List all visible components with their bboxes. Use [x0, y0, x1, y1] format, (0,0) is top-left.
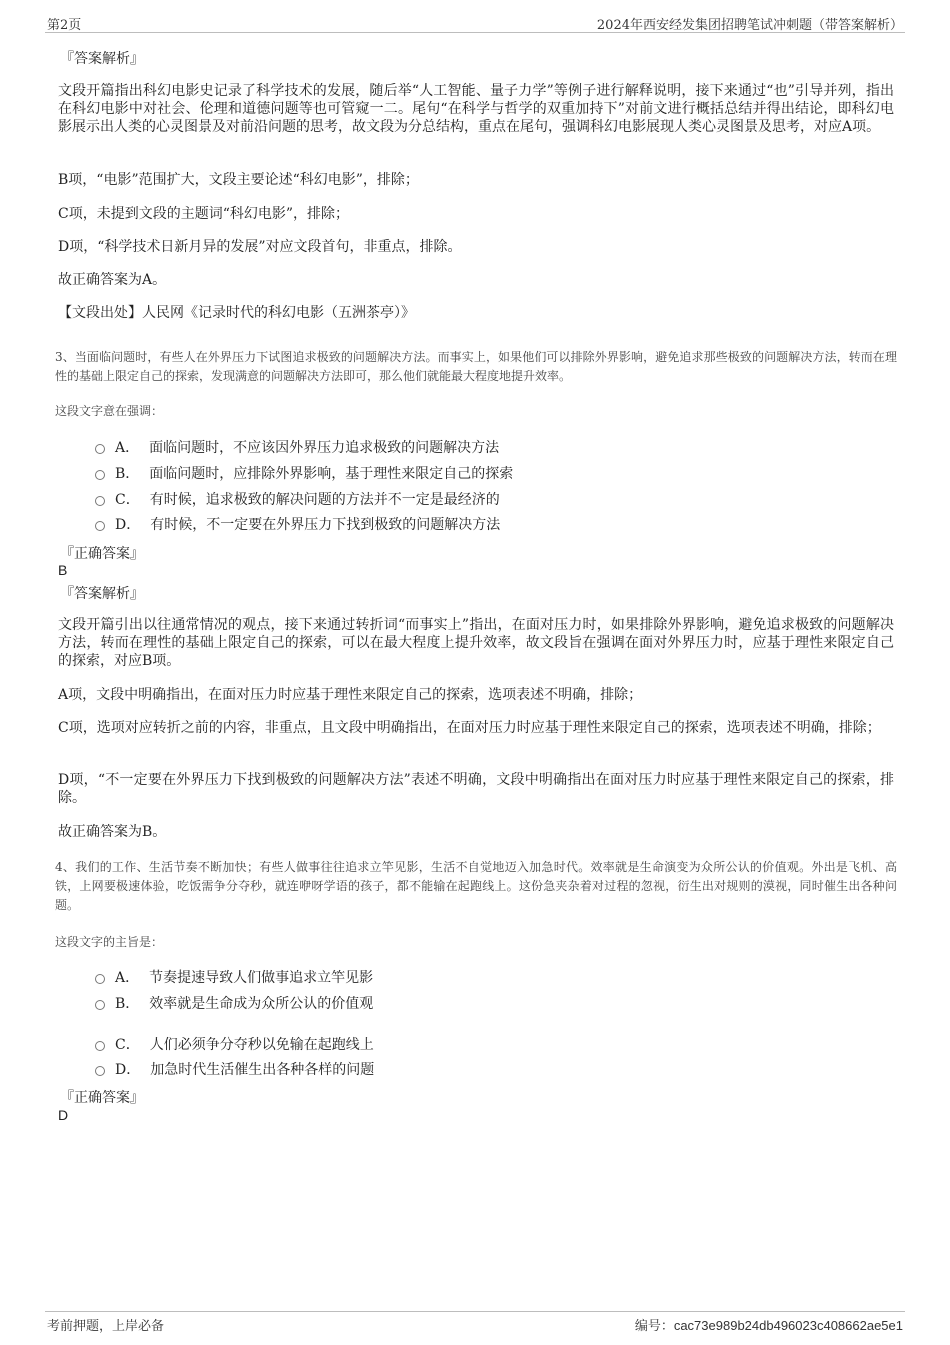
- analysis-paragraph: 文段开篇引出以往通常情况的观点，接下来通过转折词“而事实上”指出，在面对压力时，如果排除外界影响，避免追求极致的问题解决方法，转而在理性的基础上限定自己的探索，可以在最大程度上提升效率，故文段旨在强调在面对外界压力时，应基于理性来限定自己的探索，对应B项。: [58, 617, 894, 669]
- option-text: 面临问题时，不应该因外界压力追求极致的问题解决方法: [149, 440, 500, 456]
- question-3-option-c[interactable]: [95, 489, 500, 509]
- option-letter: B．: [115, 466, 140, 482]
- correct-answer-value: D: [58, 1107, 69, 1123]
- analysis-option-b: B项，“电影”范围扩大，文段主要论述“科幻电影”，排除；: [58, 172, 419, 188]
- option-text: 有时候，不一定要在外界压力下找到极致的问题解决方法: [150, 517, 501, 533]
- question-3-option-a[interactable]: [95, 437, 499, 457]
- document-title: 2024年西安经发集团招聘笔试冲刺题（带答案解析）: [596, 18, 903, 33]
- question-4-option-c[interactable]: [95, 1034, 374, 1054]
- radio-button[interactable]: [95, 1066, 105, 1076]
- option-letter: C．: [115, 1037, 140, 1053]
- page-number: 第2页: [47, 18, 82, 33]
- option-text: 人们必须争分夺秒以免输在起跑线上: [149, 1037, 374, 1053]
- question-4-prompt: 这段文字的主旨是：: [55, 935, 164, 949]
- correct-answer-value: B: [58, 562, 68, 578]
- radio-button[interactable]: [95, 521, 105, 531]
- analysis-paragraph: 文段开篇指出科幻电影史记录了科学技术的发展，随后举“人工智能、量子力学”等例子进行解释说明，接下来通过“也”引导并列，指出在科幻电影中对社会、伦理和道德问题等也可管窥一二。尾句“在科学与哲学的双重加持下”对前文进行概括总结并得出结论，即科幻电影展示出人类的心灵图景及对前沿问题的思考，故文段为分总结构，重点在尾句，强调科幻电影展现人类心灵图景及思考，对应A项。: [58, 83, 894, 135]
- answer-analysis-label: 『答案解析』: [60, 586, 144, 602]
- option-letter: C．: [115, 492, 140, 508]
- answer-conclusion: 故正确答案为B。: [58, 824, 167, 840]
- radio-button[interactable]: [95, 1041, 105, 1051]
- question-3-option-d[interactable]: [95, 514, 500, 534]
- option-letter: D．: [115, 1062, 141, 1078]
- answer-conclusion: 故正确答案为A。: [58, 272, 167, 288]
- radio-button[interactable]: [95, 444, 105, 454]
- option-text: 有时候，追求极致的解决问题的方法并不一定是最经济的: [149, 492, 500, 508]
- correct-answer-label: 『正确答案』: [60, 1090, 144, 1106]
- answer-analysis-label: 『答案解析』: [60, 51, 144, 67]
- source-citation: 【文段出处】人民网《记录时代的科幻电影（五洲茶亭）》: [58, 305, 415, 321]
- footer-divider: [45, 1311, 905, 1312]
- option-text: 面临问题时，应排除外界影响，基于理性来限定自己的探索: [149, 466, 514, 482]
- radio-button[interactable]: [95, 496, 105, 506]
- analysis-option-d: D项，“不一定要在外界压力下找到极致的问题解决方法”表述不明确，文段中明确指出在面对压力时应基于理性来限定自己的探索，排除。: [58, 772, 894, 806]
- radio-button[interactable]: [95, 974, 105, 984]
- document-code-label: 编号：: [634, 1319, 674, 1334]
- radio-button[interactable]: [95, 470, 105, 480]
- option-letter: B．: [115, 996, 140, 1012]
- option-text: 节奏提速导致人们做事追求立竿见影: [149, 970, 374, 986]
- analysis-option-c: C项，未提到文段的主题词“科幻电影”，排除；: [58, 206, 350, 222]
- correct-answer-label: 『正确答案』: [60, 546, 144, 562]
- question-3-prompt: 这段文字意在强调：: [55, 404, 164, 418]
- document-code-value: cac73e989b24db496023c408662ae5e1: [673, 1318, 903, 1333]
- question-4-option-b[interactable]: [95, 993, 373, 1013]
- question-4-stem: 4、我们的工作、生活节奏不断加快；有些人做事往往追求立竿见影，生活不自觉地迈入加急时代。效率就是生命演变为众所公认的价值观。外出是飞机、高铁，上网要极速体验，吃饭需争分夺秒，就连咿呀学语的孩子，都不能输在起跑线上。这份急夹杂着对过程的忽视，衍生出对规则的漠视，同时催生出各种问题。: [55, 860, 897, 912]
- option-letter: D．: [115, 517, 141, 533]
- header-divider: [45, 32, 905, 33]
- question-3-stem: 3、当面临问题时，有些人在外界压力下试图追求极致的问题解决方法。而事实上，如果他们可以排除外界影响，避免追求那些极致的问题解决方法，转而在理性的基础上限定自己的探索，发现满意的问题解决方法即可，那么他们就能最大程度地提升效率。: [55, 350, 897, 383]
- question-4-option-a[interactable]: [95, 967, 373, 987]
- option-letter: A．: [115, 440, 140, 456]
- footer-slogan: 考前押题，上岸必备: [47, 1319, 165, 1334]
- question-4-option-d[interactable]: [95, 1059, 374, 1079]
- analysis-option-d: D项，“科学技术日新月异的发展”对应文段首句，非重点，排除。: [58, 239, 462, 255]
- document-code: [635, 1315, 903, 1334]
- analysis-option-c: C项，选项对应转折之前的内容，非重点，且文段中明确指出，在面对压力时应基于理性来限定自己的探索，选项表述不明确，排除；: [58, 720, 881, 736]
- option-text: 加急时代生活催生出各种各样的问题: [150, 1062, 375, 1078]
- radio-button[interactable]: [95, 1000, 105, 1010]
- option-letter: A．: [115, 970, 140, 986]
- question-3-option-b[interactable]: [95, 463, 513, 483]
- analysis-option-a: A项，文段中明确指出，在面对压力时应基于理性来限定自己的探索，选项表述不明确，排除；: [58, 687, 643, 703]
- option-text: 效率就是生命成为众所公认的价值观: [149, 996, 374, 1012]
